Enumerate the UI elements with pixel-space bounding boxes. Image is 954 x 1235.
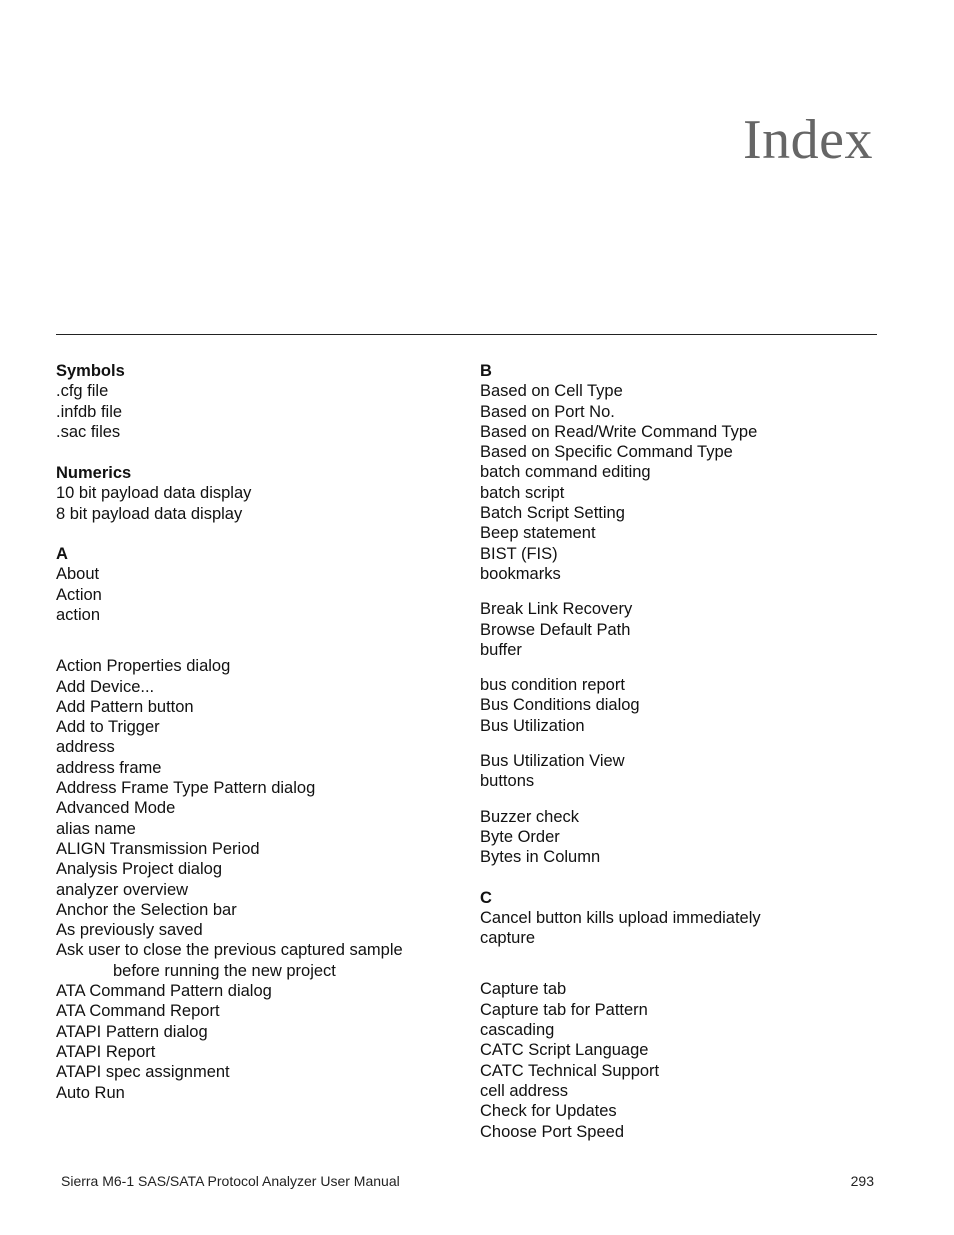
index-entry: Capture tab bbox=[480, 980, 567, 999]
a-entries-2 bbox=[56, 656, 456, 960]
index-entry: Bus Utilization bbox=[480, 716, 585, 735]
index-entry: Cancel button kills upload immediately bbox=[480, 908, 761, 927]
index-entry: Byte Order bbox=[480, 827, 560, 846]
spacer bbox=[480, 660, 880, 675]
section-heading-c: C bbox=[480, 888, 492, 907]
spacer bbox=[480, 736, 880, 751]
index-entry: bookmarks bbox=[480, 564, 561, 583]
numerics-entries bbox=[56, 483, 456, 524]
index-entry: analyzer overview bbox=[56, 880, 189, 899]
index-entry: ATAPI Pattern dialog bbox=[56, 1022, 208, 1041]
index-entry: bus condition report bbox=[480, 676, 625, 695]
a-entries-3 bbox=[56, 981, 456, 1103]
index-entry: CATC Technical Support bbox=[480, 1061, 660, 1080]
b-entries-4 bbox=[480, 751, 880, 792]
index-entry: Add to Trigger bbox=[56, 718, 160, 737]
index-entry: Browse Default Path bbox=[480, 620, 631, 639]
index-entry: Add Device... bbox=[56, 677, 155, 696]
index-entry: Ask user to close the previous captured sample bbox=[56, 941, 403, 960]
index-entry: cell address bbox=[480, 1081, 569, 1100]
b-entries-1 bbox=[480, 381, 880, 584]
index-entry: Buzzer check bbox=[480, 807, 580, 826]
index-entry: As previously saved bbox=[56, 921, 203, 940]
index-entry: Batch Script Setting bbox=[480, 504, 625, 523]
index-entry: batch command editing bbox=[480, 463, 651, 482]
index-entry: Bus Conditions dialog bbox=[480, 696, 640, 715]
index-entry: Address Frame Type Pattern dialog bbox=[56, 779, 316, 798]
symbols-entries bbox=[56, 381, 456, 442]
index-entry: action bbox=[56, 605, 101, 624]
index-entry: ATAPI Report bbox=[56, 1042, 156, 1061]
index-entry: buttons bbox=[480, 772, 535, 791]
spacer bbox=[480, 868, 880, 888]
index-entry: cascading bbox=[480, 1021, 555, 1040]
index-entry: .cfg file bbox=[56, 382, 109, 401]
c-entries-1 bbox=[480, 908, 880, 949]
page-title: Index bbox=[742, 109, 873, 171]
index-entry: alias name bbox=[56, 819, 136, 838]
title-divider bbox=[56, 334, 877, 335]
index-entry: Add Pattern button bbox=[56, 697, 194, 716]
index-entry: Check for Updates bbox=[480, 1102, 617, 1121]
index-entry: Based on Cell Type bbox=[480, 382, 623, 401]
index-entry: Action bbox=[56, 585, 102, 604]
index-entry: batch script bbox=[480, 483, 565, 502]
footer-manual-title: Sierra M6-1 SAS/SATA Protocol Analyzer User Manual bbox=[61, 1173, 400, 1189]
index-entry: ATA Command Report bbox=[56, 1002, 220, 1021]
index-entry: ALIGN Transmission Period bbox=[56, 839, 260, 858]
index-entry: Based on Port No. bbox=[480, 402, 615, 421]
index-entry: Anchor the Selection bar bbox=[56, 900, 237, 919]
index-entry: Based on Read/Write Command Type bbox=[480, 422, 758, 441]
index-entry: Bus Utilization View bbox=[480, 752, 625, 771]
section-heading-numerics: Numerics bbox=[56, 464, 132, 483]
index-entry: ATAPI spec assignment bbox=[56, 1063, 230, 1082]
index-entry: 10 bit payload data display bbox=[56, 484, 252, 503]
spacer bbox=[56, 442, 456, 463]
spacer bbox=[480, 792, 880, 807]
index-column-right bbox=[480, 361, 880, 1142]
index-entry: 8 bit payload data display bbox=[56, 504, 243, 523]
index-entry: address frame bbox=[56, 758, 162, 777]
b-entries-2 bbox=[480, 599, 880, 660]
index-entry: Action Properties dialog bbox=[56, 657, 231, 676]
index-entry: Advanced Mode bbox=[56, 799, 176, 818]
index-entry-continuation: before running the new project bbox=[113, 961, 336, 980]
index-entry: Auto Run bbox=[56, 1083, 125, 1102]
index-entry: address bbox=[56, 738, 115, 757]
section-heading-b: B bbox=[480, 362, 492, 380]
index-entry: Bytes in Column bbox=[480, 848, 601, 867]
footer-page-number: 293 bbox=[850, 1173, 874, 1189]
index-entry: Choose Port Speed bbox=[480, 1122, 625, 1141]
b-entries-3 bbox=[480, 675, 880, 736]
index-column-left bbox=[56, 361, 456, 1103]
index-entry: .sac files bbox=[56, 422, 121, 441]
index-entry: .infdb file bbox=[56, 402, 123, 421]
index-entry: Analysis Project dialog bbox=[56, 860, 222, 879]
index-entry: ATA Command Pattern dialog bbox=[56, 982, 272, 1001]
index-entry: Based on Specific Command Type bbox=[480, 443, 733, 462]
spacer bbox=[56, 524, 456, 544]
index-entry: BIST (FIS) bbox=[480, 544, 558, 563]
index-entry: Beep statement bbox=[480, 524, 596, 543]
a-entries-1 bbox=[56, 564, 456, 625]
index-entry: capture bbox=[480, 929, 536, 948]
spacer bbox=[56, 625, 456, 656]
index-entry: CATC Script Language bbox=[480, 1041, 649, 1060]
index-entry: About bbox=[56, 565, 100, 584]
c-entries-2 bbox=[480, 979, 880, 1141]
section-heading-a: A bbox=[56, 545, 68, 564]
index-entry: Capture tab for Pattern bbox=[480, 1000, 648, 1019]
b-entries-5 bbox=[480, 807, 880, 868]
index-entry: Break Link Recovery bbox=[480, 600, 633, 619]
index-entry: buffer bbox=[480, 640, 522, 659]
spacer bbox=[480, 584, 880, 599]
spacer bbox=[480, 948, 880, 979]
section-heading-symbols: Symbols bbox=[56, 362, 125, 380]
